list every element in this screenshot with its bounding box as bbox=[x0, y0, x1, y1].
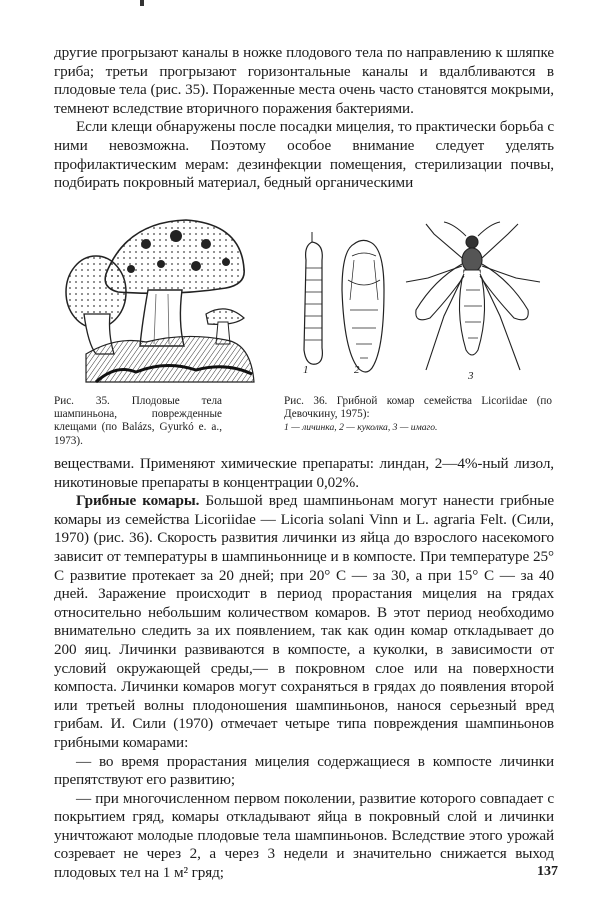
top-edge-mark bbox=[140, 0, 144, 6]
section-heading: Грибные комары. bbox=[76, 492, 200, 510]
bottom-text-block bbox=[54, 455, 554, 883]
paragraph: — во время прорастания мицелия содержащиеся в компосте личинки препятствуют его развитию; bbox=[54, 752, 554, 789]
label-3: 3 bbox=[468, 370, 474, 382]
figure-35-caption: Рис. 35. Плодовые тела шампиньона, поврежденные клещами (по Balázs, Gyurkó е. а., 1973). bbox=[54, 395, 222, 447]
figures-row bbox=[54, 214, 554, 454]
larva-drawing bbox=[304, 232, 322, 364]
figure-36-insect-illustration bbox=[294, 220, 552, 380]
label-1: 1 bbox=[303, 364, 309, 376]
paragraph: — при многочисленном первом поколении, развитие которого совпадает с покрытием гряд, комары откладывают яйца в покровный слой и личинки уничтожают молодые плодовые тела шампиньонов. Вследствие этого урожай созревает не через 2, а через 3 недели и значительно снижается выход плодовых тел на 1 м² гряд; bbox=[54, 789, 554, 882]
paragraph: веществами. Применяют химические препараты: линдан, 2—4%-ный лизол, никотиновые препараты в концентрации 0,02%. bbox=[54, 455, 554, 491]
figure-36-legend: 1 — личинка, 2 — куколка, 3 — имаго. bbox=[284, 422, 438, 434]
paragraph: другие прогрызают каналы в ножке плодового тела по направлению к шляпке гриба; третьи прогрызают горизонтальные каналы и вдалбливаются в плодовые тела (рис. 35). Пораженные места очень часто становятся мокрыми, темнеют вследствие вторичного поражения бактериями. bbox=[54, 44, 554, 117]
figure-35-mushrooms-illustration bbox=[56, 214, 256, 384]
paragraph: Если клещи обнаружены после посадки мицелия, то практически борьба с ними невозможна. Поэтому особое внимание следует уделять профилактическим мерам: дезинфекции помещения, стерилизации почвы, подбирать покровный материал, бедный органическими bbox=[54, 118, 554, 192]
pupa-drawing bbox=[342, 240, 384, 372]
label-2: 2 bbox=[354, 364, 360, 376]
imago-drawing bbox=[406, 222, 540, 370]
paragraph: Грибные комары. Большой вред шампиньонам могут нанести грибные комары из семейства Licoriidae — Licoria solani Vinn и L. agraria Felt. (Сили, 1970) (рис. 36). Скорость развития личинки из яйца до взрослого насекомого зависит от температуры в шампиньоннице и в компосте. При температуре 25° С развитие протекает за 20 дней; при 20° С — за 30, а при 15° С — за 40 дней. Заражение происходит в период прорастания мицелия на грядах относительно небольшим количеством комаров. В этот период необходимо внимательно следить за их появлением, так как один комар откладывает до 200 яиц. Личинки развиваются в компосте, а куколки, в зависимости от условий окружающей среды,— в покровном слое или на поверхности компоста. Личинки комаров могут сохраняться в грядах до появления второй или третьей волны плодоношения шампиньонов, нанося серьезный вред грибам. И. Сили (1970) отмечает четыре типа повреждения шампиньонов грибными комарами: bbox=[54, 492, 555, 751]
page-number: 137 bbox=[537, 864, 558, 879]
top-text-block bbox=[54, 44, 554, 193]
figure-36-caption: Рис. 36. Грибной комар семейства Licoriidae (по Девочкину, 1975): 1 — личинка, 2 — куколка, 3 — имаго. bbox=[284, 395, 552, 434]
